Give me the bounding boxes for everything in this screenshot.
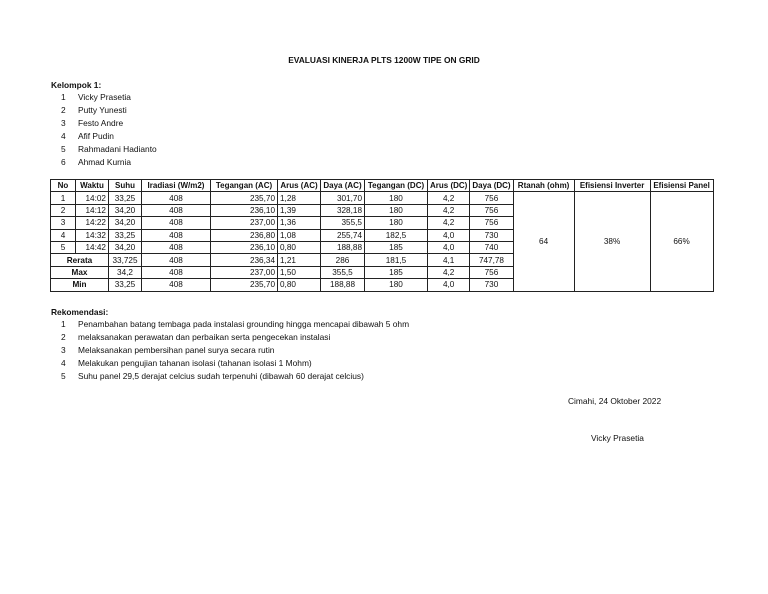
- table-cell: 2: [51, 204, 76, 216]
- column-header: Tegangan (DC): [365, 180, 428, 192]
- recommendation-text: melaksanakan perawatan dan perbaikan serta pengecekan instalasi: [78, 332, 331, 342]
- table-cell: 34,20: [109, 204, 142, 216]
- table-cell: 0,80: [278, 241, 321, 253]
- efisiensi-panel-cell: 66%: [650, 192, 713, 291]
- table-cell: 180: [365, 217, 428, 229]
- member-number: 4: [61, 131, 66, 141]
- table-cell: 4,2: [428, 217, 470, 229]
- table-cell: 408: [142, 279, 211, 291]
- table-cell: 4,2: [428, 266, 470, 278]
- table-cell: 188,88: [321, 241, 365, 253]
- column-header: Rtanah (ohm): [513, 180, 574, 192]
- signatory-name: Vicky Prasetia: [591, 433, 644, 443]
- member-number: 5: [61, 144, 66, 154]
- table-cell: 1,21: [278, 254, 321, 266]
- table-cell: 408: [142, 192, 211, 204]
- table-cell: 408: [142, 217, 211, 229]
- table-cell: 185: [365, 266, 428, 278]
- table-cell: 408: [142, 254, 211, 266]
- group-label: Kelompok 1:: [51, 80, 102, 90]
- table-cell: 236,10: [211, 204, 278, 216]
- table-cell: 181,5: [365, 254, 428, 266]
- table-cell: 236,10: [211, 241, 278, 253]
- table-cell: 180: [365, 192, 428, 204]
- table-cell: 5: [51, 241, 76, 253]
- table-cell: 33,25: [109, 192, 142, 204]
- table-cell: 756: [470, 192, 513, 204]
- table-cell: 4,2: [428, 192, 470, 204]
- rtanah-cell: 64: [513, 192, 574, 291]
- recommendation-number: 5: [61, 371, 66, 381]
- member-name: Afif Pudin: [78, 131, 114, 141]
- column-header: Daya (DC): [470, 180, 513, 192]
- recommendation-number: 3: [61, 345, 66, 355]
- table-cell: 1,28: [278, 192, 321, 204]
- summary-label: Rerata: [51, 254, 109, 266]
- table-cell: 34,2: [109, 266, 142, 278]
- summary-label: Min: [51, 279, 109, 291]
- table-cell: 255,74: [321, 229, 365, 241]
- document-title: EVALUASI KINERJA PLTS 1200W TIPE ON GRID: [288, 55, 480, 65]
- member-number: 2: [61, 105, 66, 115]
- member-number: 6: [61, 157, 66, 167]
- table-cell: 4,0: [428, 229, 470, 241]
- table-cell: 408: [142, 241, 211, 253]
- recommendation-number: 2: [61, 332, 66, 342]
- table-cell: 188,88: [321, 279, 365, 291]
- table-cell: 730: [470, 229, 513, 241]
- efisiensi-inverter-cell: 38%: [574, 192, 650, 291]
- table-cell: 4,2: [428, 204, 470, 216]
- member-name: Rahmadani Hadianto: [78, 144, 157, 154]
- table-cell: 4: [51, 229, 76, 241]
- column-header: Iradiasi (W/m2): [142, 180, 211, 192]
- table-cell: 1: [51, 192, 76, 204]
- table-cell: 14:02: [76, 192, 109, 204]
- table-cell: 185: [365, 241, 428, 253]
- table-cell: 756: [470, 204, 513, 216]
- table-cell: 236,34: [211, 254, 278, 266]
- table-cell: 34,20: [109, 217, 142, 229]
- member-name: Putty Yunesti: [78, 105, 127, 115]
- table-cell: 235,70: [211, 192, 278, 204]
- column-header: Efisiensi Panel: [650, 180, 713, 192]
- table-cell: 756: [470, 266, 513, 278]
- column-header: Arus (AC): [278, 180, 321, 192]
- table-cell: 286: [321, 254, 365, 266]
- table-cell: 237,00: [211, 217, 278, 229]
- table-cell: 182,5: [365, 229, 428, 241]
- recommendation-text: Melaksanakan pembersihan panel surya secara rutin: [78, 345, 275, 355]
- table-cell: 355,5: [321, 266, 365, 278]
- table-cell: 747,78: [470, 254, 513, 266]
- table-cell: 4,0: [428, 241, 470, 253]
- member-number: 3: [61, 118, 66, 128]
- table-cell: 0,80: [278, 279, 321, 291]
- member-name: Vicky Prasetia: [78, 92, 131, 102]
- member-number: 1: [61, 92, 66, 102]
- table-cell: 14:22: [76, 217, 109, 229]
- column-header: Tegangan (AC): [211, 180, 278, 192]
- table-cell: 756: [470, 217, 513, 229]
- table-cell: 33,725: [109, 254, 142, 266]
- table-cell: 328,18: [321, 204, 365, 216]
- table-cell: 235,70: [211, 279, 278, 291]
- table-cell: 180: [365, 279, 428, 291]
- column-header: Efisiensi Inverter: [574, 180, 650, 192]
- table-cell: 408: [142, 229, 211, 241]
- column-header: No: [51, 180, 76, 192]
- table-cell: 408: [142, 204, 211, 216]
- recommendation-text: Melakukan pengujian tahanan isolasi (tahanan isolasi 1 Mohm): [78, 358, 312, 368]
- table-cell: 14:12: [76, 204, 109, 216]
- table-cell: 34,20: [109, 241, 142, 253]
- table-cell: 33,25: [109, 279, 142, 291]
- summary-label: Max: [51, 266, 109, 278]
- performance-table: [50, 179, 714, 292]
- table-cell: 4,1: [428, 254, 470, 266]
- recommendation-label: Rekomendasi:: [51, 307, 109, 317]
- member-name: Festo Andre: [78, 118, 124, 128]
- recommendation-number: 1: [61, 319, 66, 329]
- recommendation-text: Penambahan batang tembaga pada instalasi grounding hingga mencapai dibawah 5 ohm: [78, 319, 410, 329]
- table-row: [51, 192, 714, 204]
- column-header: Suhu: [109, 180, 142, 192]
- table-cell: 1,36: [278, 217, 321, 229]
- table-header-row: [51, 180, 714, 192]
- table-cell: 730: [470, 279, 513, 291]
- recommendation-text: Suhu panel 29,5 derajat celcius sudah terpenuhi (dibawah 60 derajat celcius): [78, 371, 364, 381]
- member-name: Ahmad Kurnia: [78, 157, 132, 167]
- table-cell: 355,5: [321, 217, 365, 229]
- table-cell: 740: [470, 241, 513, 253]
- table-cell: 1,50: [278, 266, 321, 278]
- column-header: Waktu: [76, 180, 109, 192]
- column-header: Arus (DC): [428, 180, 470, 192]
- table-cell: 14:32: [76, 229, 109, 241]
- table-cell: 237,00: [211, 266, 278, 278]
- table-cell: 408: [142, 266, 211, 278]
- table-cell: 14:42: [76, 241, 109, 253]
- table-cell: 1,08: [278, 229, 321, 241]
- recommendation-number: 4: [61, 358, 66, 368]
- table-cell: 1,39: [278, 204, 321, 216]
- table-cell: 236,80: [211, 229, 278, 241]
- table-cell: 3: [51, 217, 76, 229]
- column-header: Daya (AC): [321, 180, 365, 192]
- table-cell: 33,25: [109, 229, 142, 241]
- table-cell: 180: [365, 204, 428, 216]
- table-cell: 301,70: [321, 192, 365, 204]
- table-cell: 4,0: [428, 279, 470, 291]
- place-date: Cimahi, 24 Oktober 2022: [568, 396, 662, 406]
